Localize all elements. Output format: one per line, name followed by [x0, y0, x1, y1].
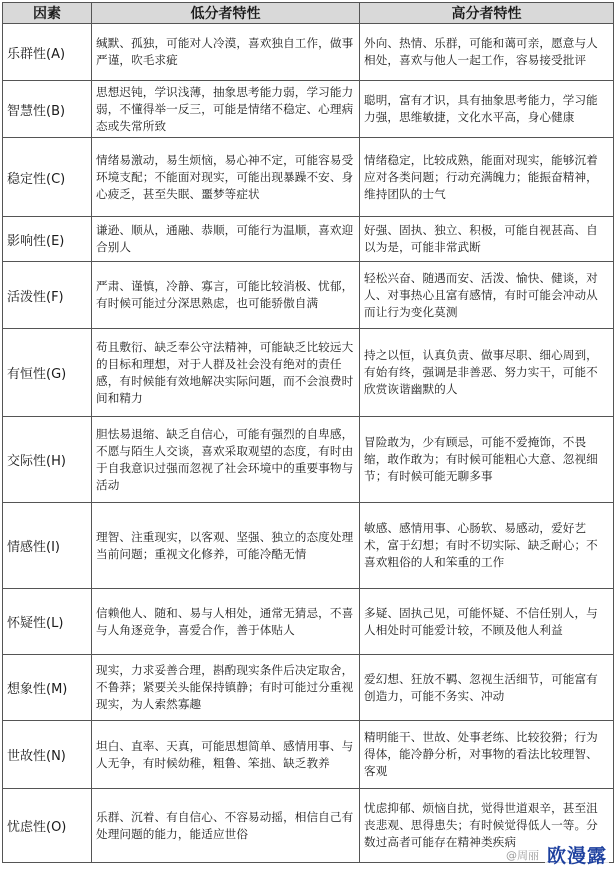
high-score-cell: 聪明，富有才识，具有抽象思考能力，学习能力强，思维敏捷，文化水平高，身心健康 [360, 81, 614, 138]
high-score-cell: 敏感、感情用事、心肠软、易感动，爱好艺术，富于幻想；有时不切实际、缺乏耐心；不喜欢粗俗的人和笨重的工作 [360, 503, 614, 589]
watermark-handle: @周丽 [505, 848, 539, 862]
factor-cell: 乐群性(A) [3, 24, 92, 81]
low-score-cell: 胆怯易退缩、缺乏自信心，可能有强烈的自卑感，不愿与陌生人交谈，喜欢采取观望的态度，有时由于自我意识过强而忽视了社会环境中的重要事物与活动 [92, 417, 360, 503]
low-score-cell: 严肃、谨慎，冷静、寡言，可能比较消极、忧郁，有时候可能过分深思熟虑，也可能骄傲自满 [92, 262, 360, 329]
high-score-cell: 冒险敢为，少有顾忌，可能不爱掩饰，不畏缩，敢作敢为；有时候可能粗心大意、忽视细节；有时候可能无聊多事 [360, 417, 614, 503]
table-row [3, 138, 614, 217]
factor-cell: 智慧性(B) [3, 81, 92, 138]
factor-cell: 情感性(I) [3, 503, 92, 589]
factor-cell: 想象性(M) [3, 655, 92, 721]
table-row [3, 24, 614, 81]
low-score-cell: 坦白、直率、天真，可能思想简单、感情用事、与人无争，有时候幼稚，粗鲁、笨拙、缺乏教养 [92, 721, 360, 789]
high-score-cell: 轻松兴奋、随遇而安、活泼、愉快、健谈，对人、对事热心且富有感情，有时可能会冲动从而让行为变化莫测 [360, 262, 614, 329]
low-score-cell: 谦逊、顺从，通融、恭顺，可能行为温顺，喜欢迎合别人 [92, 217, 360, 262]
brand-logo: 欧漫露 [545, 841, 609, 868]
high-score-cell: 好强、固执、独立、积极，可能自视甚高、自以为是，可能非常武断 [360, 217, 614, 262]
low-score-cell: 理智、注重现实，以客观、坚强、独立的态度处理当前问题；重视文化修养，可能冷酷无情 [92, 503, 360, 589]
high-score-cell: 情绪稳定，比较成熟，能面对现实，能够沉着应对各类问题；行动充满魄力；能振奋精神，维持团队的士气 [360, 138, 614, 217]
high-score-cell: 持之以恒，认真负责、做事尽职、细心周到，有始有终，强调是非善恶、努力实干，可能不欣赏诙谐幽默的人 [360, 329, 614, 417]
header-high-score: 高分者特性 [360, 3, 614, 24]
low-score-cell: 信赖他人、随和、易与人相处，通常无猜忌，不喜与人角逐竞争，喜爱合作，善于体贴人 [92, 589, 360, 655]
table-row [3, 503, 614, 589]
factor-cell: 交际性(H) [3, 417, 92, 503]
table-row [3, 262, 614, 329]
high-score-cell: 多疑、固执己见，可能怀疑、不信任别人，与人相处时可能爱计较，不顾及他人利益 [360, 589, 614, 655]
high-score-cell: 爱幻想、狂放不羁、忽视生活细节，可能富有创造力，可能不务实、冲动 [360, 655, 614, 721]
factor-cell: 有恒性(G) [3, 329, 92, 417]
table-row [3, 655, 614, 721]
factor-cell: 世故性(N) [3, 721, 92, 789]
high-score-cell: 精明能干、世故、处事老练、比较狡猾；行为得体，能冷静分析，对事物的看法比较理智、客观 [360, 721, 614, 789]
header-factor: 因素 [3, 3, 92, 24]
table-row [3, 329, 614, 417]
high-score-cell: 外向、热情、乐群，可能和蔼可亲，愿意与人相处，喜欢与他人一起工作，容易接受批评 [360, 24, 614, 81]
low-score-cell: 现实，力求妥善合理，斟酌现实条件后决定取舍，不鲁莽；紧要关头能保持镇静；有时可能过分重视现实，为人索然寡趣 [92, 655, 360, 721]
factor-cell: 影响性(E) [3, 217, 92, 262]
factor-cell: 稳定性(C) [3, 138, 92, 217]
table-row [3, 81, 614, 138]
factor-cell: 活泼性(F) [3, 262, 92, 329]
high-score-cell: 忧虑抑郁、烦恼自扰，觉得世道艰辛，甚至沮丧悲观、思得患失；有时候觉得低人一等。分数过高者可能存在精神类疾病 [360, 789, 614, 863]
header-low-score: 低分者特性 [92, 3, 360, 24]
watermark [506, 841, 609, 868]
factor-cell: 怀疑性(L) [3, 589, 92, 655]
low-score-cell: 思想迟钝，学识浅薄，抽象思考能力弱，学习能力弱，不懂得举一反三，可能是情绪不稳定、心理病态或失常所致 [92, 81, 360, 138]
factor-cell: 忧虑性(O) [3, 789, 92, 863]
table-header-row [3, 3, 614, 24]
personality-factor-table [2, 2, 614, 863]
table-row [3, 217, 614, 262]
table-row [3, 417, 614, 503]
table-row [3, 721, 614, 789]
low-score-cell: 乐群、沉着、有自信心、不容易动摇，相信自己有处理问题的能力，能适应世俗 [92, 789, 360, 863]
low-score-cell: 情绪易激动，易生烦恼，易心神不定，可能容易受环境支配；不能面对现实，可能出现暴躁不安、身心疲乏，甚至失眠、噩梦等症状 [92, 138, 360, 217]
low-score-cell: 苟且敷衍、缺乏奉公守法精神，可能缺乏比较远大的目标和理想，对于人群及社会没有绝对的责任感，有时候能有效地解决实际问题，而不会浪费时间和精力 [92, 329, 360, 417]
low-score-cell: 缄默、孤独，可能对人冷漠，喜欢独自工作，做事严谨，吹毛求疵 [92, 24, 360, 81]
table-row [3, 589, 614, 655]
